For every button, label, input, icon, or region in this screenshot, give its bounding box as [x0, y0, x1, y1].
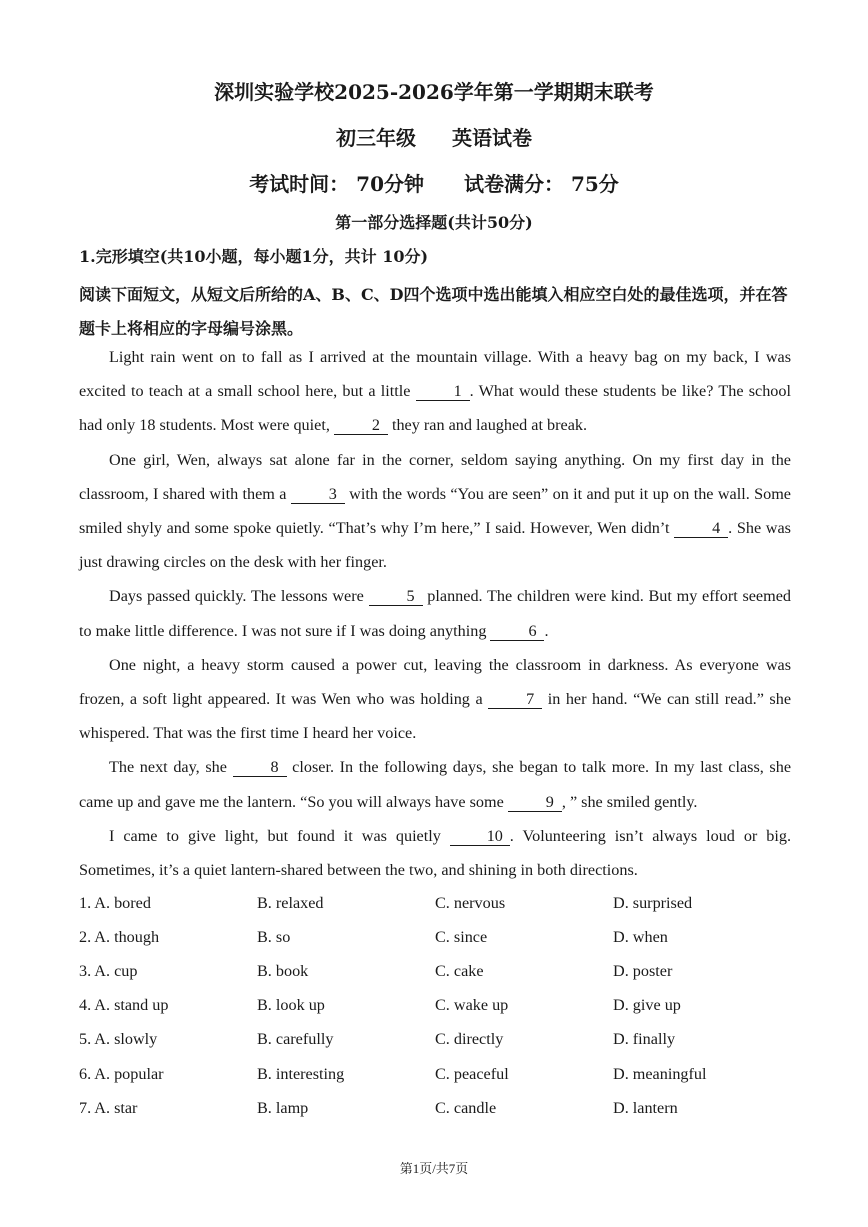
option-choice: D. finally [613, 1030, 676, 1049]
passage-text: in her hand. “We can still read.” she whispered. That was the first time I heard her voice. [79, 690, 792, 743]
option-row [79, 989, 791, 1023]
passage-text: closer. In the following days, she began to talk more. In my last class, she came up and gave me the lantern. “So you will always have some [79, 758, 792, 811]
subject-label: 英语试卷 [452, 126, 532, 150]
passage-paragraph [79, 579, 791, 647]
option-choice: B. book [257, 961, 309, 980]
blank-1: 1 [416, 382, 470, 401]
passage-paragraph [79, 340, 791, 443]
passage-text: planned. The children were kind. But my effort seemed to make little difference. I was not sure if I was doing anything [79, 587, 791, 640]
option-row [79, 1023, 791, 1057]
option-choice: D. meaningful [613, 1064, 707, 1083]
passage-text: One night, a heavy storm caused a power cut, leaving the classroom in darkness. As everyone was frozen, a soft light appeared. It was Wen who was holding a [79, 655, 791, 709]
grade-subject-line [0, 122, 868, 151]
blank-10: 10 [450, 827, 510, 846]
exam-info-line [0, 168, 868, 197]
option-choice: C. nervous [435, 893, 506, 912]
option-row [79, 886, 791, 920]
question-heading: 1.完形填空(共10小题，每小题1分，共计 10分) [79, 247, 429, 266]
blank-7: 7 [488, 690, 542, 709]
blank-9: 9 [508, 793, 562, 812]
option-row [79, 1057, 791, 1091]
option-choice: D. surprised [613, 893, 693, 912]
blank-5: 5 [369, 587, 423, 606]
exam-title: 深圳实验学校2025-2026学年第一学期期末联考 [214, 80, 654, 104]
page-footer: 第1页/共7页 [399, 1161, 469, 1176]
option-choice: B. relaxed [257, 893, 324, 912]
score-value: 75分 [570, 172, 619, 196]
blank-2: 2 [334, 416, 388, 435]
option-row [79, 920, 791, 954]
passage-text: they ran and laughed at break. [387, 416, 588, 435]
option-choice: 3. A. cup [79, 961, 138, 980]
passage-text: Days passed quickly. The lessons were [109, 587, 369, 606]
option-choice: B. look up [257, 996, 325, 1015]
blank-4: 4 [674, 519, 728, 538]
grade-label: 初三年级 [336, 126, 416, 150]
option-choice: C. since [435, 927, 488, 946]
score-label: 试卷满分： [464, 172, 564, 196]
option-choice: B. lamp [257, 1098, 309, 1117]
passage-text: . She was just drawing circles on the desk with her finger. [79, 519, 791, 572]
options-list [79, 886, 791, 1125]
option-choice: C. directly [435, 1030, 504, 1049]
passage-text: The next day, she [109, 758, 233, 777]
question-instruction: 阅读下面短文，从短文后所给的A、B、C、D四个选项中选出能填入相应空白处的最佳选项，并在答题卡上将相应的字母编号涂黑。 [79, 285, 788, 338]
option-choice: D. poster [613, 961, 673, 980]
passage-text: . [544, 621, 549, 640]
option-choice: B. so [257, 927, 291, 946]
option-choice: C. wake up [435, 996, 509, 1015]
passage-text: Light rain went on to fall as I arrived at the mountain village. With a heavy bag on my back, I was excited to teach at a small school here, but a little [79, 348, 791, 401]
option-choice: 4. A. stand up [79, 996, 169, 1015]
time-label: 考试时间： [249, 172, 350, 196]
option-row [79, 1091, 791, 1125]
option-choice: B. carefully [257, 1030, 334, 1049]
passage-text: One girl, Wen, always sat alone far in the corner, seldom saying anything. On my first day in the classroom, I shared with them a [79, 450, 791, 503]
passage-text: I came to give light, but found it was quietly [109, 826, 450, 845]
option-choice: C. cake [435, 961, 484, 980]
blank-3: 3 [291, 485, 345, 504]
cloze-passage [79, 340, 791, 887]
passage-paragraph [79, 443, 791, 580]
passage-paragraph [79, 750, 791, 818]
option-choice: D. give up [613, 996, 681, 1015]
option-choice: 6. A. popular [79, 1064, 164, 1083]
option-choice: 2. A. though [79, 927, 160, 946]
passage-paragraph [79, 819, 791, 887]
option-choice: C. peaceful [435, 1064, 509, 1083]
option-choice: 1. A. bored [79, 893, 151, 912]
passage-text: , ” she smiled gently. [561, 792, 698, 811]
blank-8: 8 [233, 758, 287, 777]
option-choice: C. candle [435, 1098, 497, 1117]
option-choice: B. interesting [257, 1064, 345, 1083]
section-title: 第一部分选择题(共计50分) [335, 213, 533, 232]
option-row [79, 954, 791, 988]
option-choice: D. when [613, 927, 668, 946]
passage-text: . What would these students be like? The school had only 18 students. Most were quiet, [79, 382, 791, 435]
passage-text: . Volunteering isn’t always loud or big. Sometimes, it’s a quiet lantern-shared between the two, and shining in both directions. [79, 826, 791, 880]
passage-text: with the words “You are seen” on it and put it up on the wall. Some smiled shyly and some spoke quietly. “That’s why I’m here,” I said. However, Wen didn’t [79, 484, 791, 538]
option-choice: 7. A. star [79, 1098, 138, 1117]
option-choice: 5. A. slowly [79, 1030, 158, 1049]
blank-6: 6 [490, 622, 544, 641]
option-choice: D. lantern [613, 1098, 678, 1117]
passage-paragraph [79, 648, 791, 751]
time-value: 70分钟 [356, 172, 424, 196]
